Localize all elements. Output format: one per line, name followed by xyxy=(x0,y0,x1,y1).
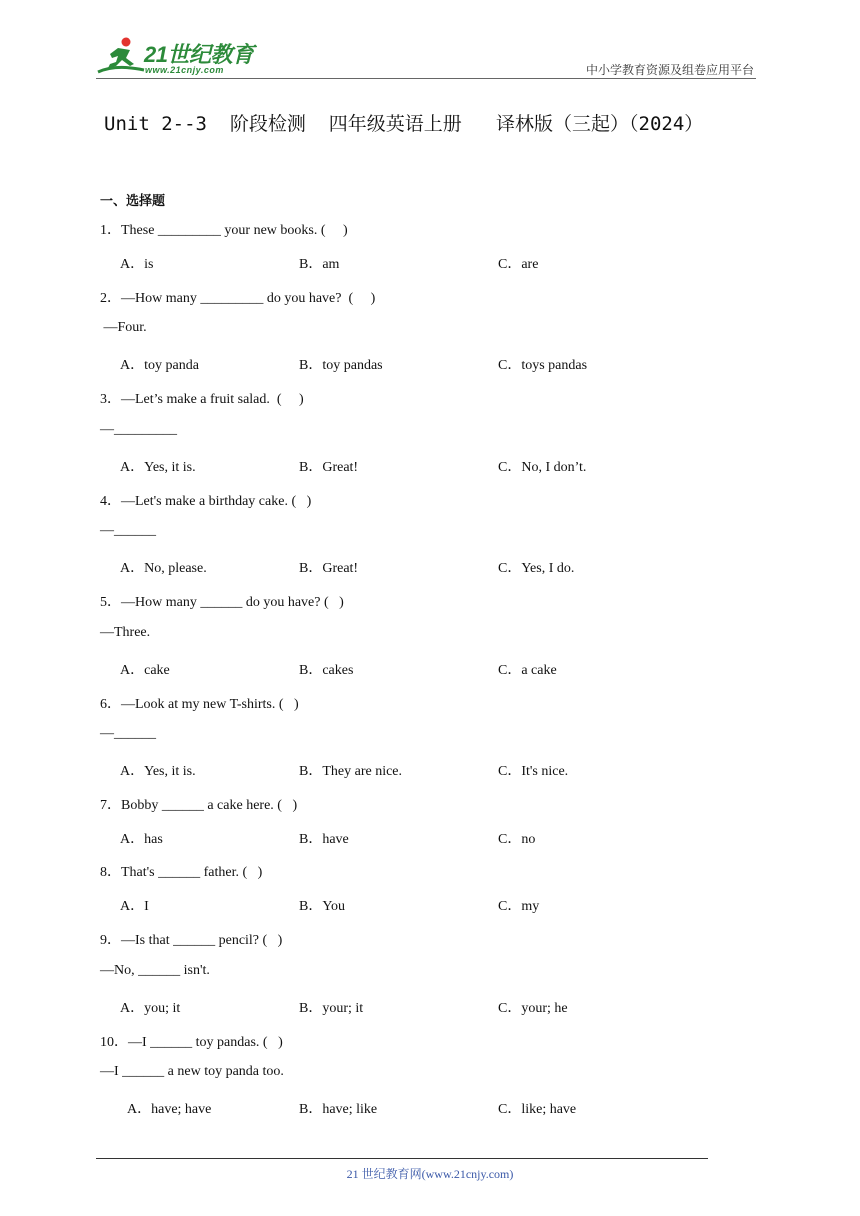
q9-option-a: A．you; it xyxy=(120,1001,181,1016)
q10-option-b: B．have; like xyxy=(299,1102,378,1117)
q5-answer-line: —Three. xyxy=(100,625,151,640)
q3-option-b: B．Great! xyxy=(299,460,359,475)
footer-link[interactable]: 21 世纪教育网(www.21cnjy.com) xyxy=(346,1167,514,1181)
q8-option-b: B．You xyxy=(299,899,346,914)
question-5: 5．—How many ______ do you have? ( ) xyxy=(100,595,344,610)
q2-option-b: B．toy pandas xyxy=(299,358,383,373)
q10-option-c: C．like; have xyxy=(498,1102,577,1117)
q3-option-a: A．Yes, it is. xyxy=(120,460,196,475)
logo-url: www.21cnjy.com xyxy=(145,65,224,75)
question-4: 4．—Let's make a birthday cake. ( ) xyxy=(100,494,312,509)
q6-option-a: A．Yes, it is. xyxy=(120,764,196,779)
q1-option-a: A．is xyxy=(120,257,154,272)
q4-option-a: A．No, please. xyxy=(120,561,207,576)
q10-answer-line: —I ______ a new toy panda too. xyxy=(100,1064,284,1079)
q9-answer-line: —No, ______ isn't. xyxy=(100,963,210,978)
logo-text: 21世纪教育 xyxy=(144,42,254,67)
q3-answer-line: —_________ xyxy=(100,422,177,437)
document-title: Unit 2--3 阶段检测 四年级英语上册 译林版（三起）（2024） xyxy=(104,113,704,135)
q6-option-c: C．It's nice. xyxy=(498,764,569,779)
q2-answer-line: —Four. xyxy=(100,320,147,335)
q2-option-a: A．toy panda xyxy=(120,358,199,373)
q8-option-a: A．I xyxy=(120,899,149,914)
q10-option-a: A．have; have xyxy=(127,1102,212,1117)
q7-option-c: C．no xyxy=(498,832,536,847)
question-6: 6．—Look at my new T-shirts. ( ) xyxy=(100,697,299,712)
q4-option-b: B．Great! xyxy=(299,561,359,576)
q1-option-c: C．are xyxy=(498,257,539,272)
q4-answer-line: —______ xyxy=(100,523,156,538)
header-platform-text: 中小学教育资源及组卷应用平台 xyxy=(585,63,754,77)
question-9: 9．—Is that ______ pencil? ( ) xyxy=(100,933,283,948)
q5-option-b: B．cakes xyxy=(299,663,354,678)
q4-option-c: C．Yes, I do. xyxy=(498,561,575,576)
q8-option-c: C．my xyxy=(498,899,540,914)
q9-option-b: B．your; it xyxy=(299,1001,364,1016)
q5-option-a: A．cake xyxy=(120,663,170,678)
q2-option-c: C．toys pandas xyxy=(498,358,588,373)
question-7: 7．Bobby ______ a cake here. ( ) xyxy=(100,798,298,813)
question-2: 2．—How many _________ do you have? ( ) xyxy=(100,291,376,306)
question-10: 10．—I ______ toy pandas. ( ) xyxy=(100,1035,283,1050)
footer-divider xyxy=(96,1158,708,1159)
q6-answer-line: —______ xyxy=(100,726,156,741)
q9-option-c: C．your; he xyxy=(498,1001,568,1016)
runner-logo-icon xyxy=(96,36,146,78)
question-1: 1．These _________ your new books. ( ) xyxy=(100,223,348,238)
q6-option-b: B．They are nice. xyxy=(299,764,403,779)
q5-option-c: C．a cake xyxy=(498,663,557,678)
question-8: 8．That's ______ father. ( ) xyxy=(100,865,263,880)
header-divider xyxy=(96,78,756,79)
q3-option-c: C．No, I don’t. xyxy=(498,460,587,475)
q7-option-a: A．has xyxy=(120,832,163,847)
question-3: 3．—Let’s make a fruit salad. ( ) xyxy=(100,392,304,407)
q7-option-b: B．have xyxy=(299,832,349,847)
q1-option-b: B．am xyxy=(299,257,340,272)
section-heading: 一、选择题 xyxy=(100,194,166,209)
